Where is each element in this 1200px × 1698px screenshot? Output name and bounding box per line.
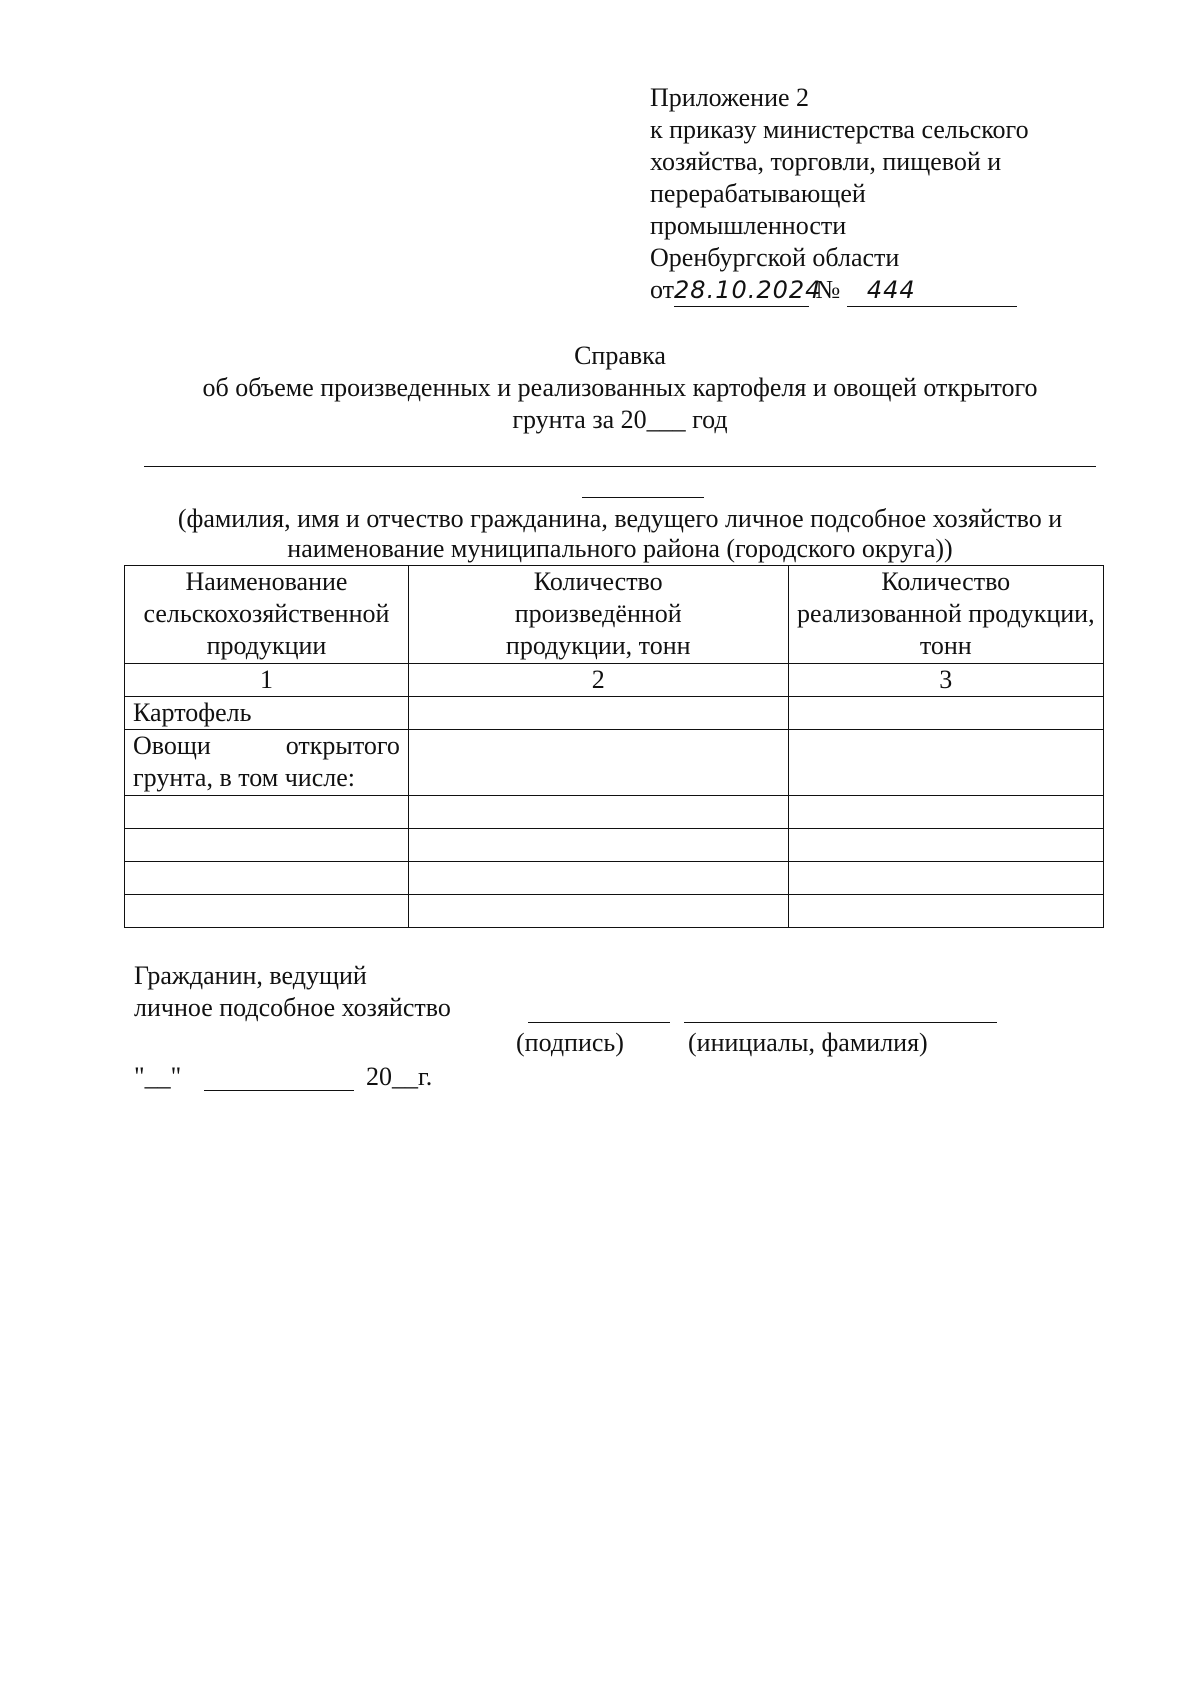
document-subtitle-year: грунта за 20___ год xyxy=(512,405,728,434)
header-product: Наименование сельскохозяйственной продукции xyxy=(125,566,409,664)
produced-cell[interactable] xyxy=(408,829,788,862)
date-year: 20__г. xyxy=(366,1062,433,1091)
document-subtitle: об объеме произведенных и реализованных картофеля и овощей открытого xyxy=(202,373,1038,402)
signature-caption-line: Гражданин, ведущий xyxy=(134,961,367,990)
produced-cell[interactable] xyxy=(408,862,788,895)
date-month-fill-line[interactable] xyxy=(204,1090,354,1091)
district-fill-line[interactable] xyxy=(582,497,704,498)
caption-line: наименование муниципального района (городского округа)) xyxy=(287,534,953,563)
name-initials-fill-line[interactable] xyxy=(684,1022,997,1023)
header-produced: Количество произведённой продукции, тонн xyxy=(408,566,788,664)
sold-cell[interactable] xyxy=(788,697,1103,730)
table-row xyxy=(125,730,1104,796)
signature-caption-line: личное подсобное хозяйство xyxy=(134,993,451,1022)
table-row xyxy=(125,697,1104,730)
date-day: "__" xyxy=(134,1062,182,1091)
row-label[interactable] xyxy=(125,862,409,895)
table-header-row xyxy=(125,566,1104,664)
table-number-row xyxy=(125,664,1104,697)
produced-cell[interactable] xyxy=(408,730,788,796)
sold-cell[interactable] xyxy=(788,829,1103,862)
signature-label: (подпись) xyxy=(516,1028,624,1057)
table-row xyxy=(125,862,1104,895)
annex-block xyxy=(650,82,1170,307)
row-label[interactable] xyxy=(125,895,409,928)
signature-block xyxy=(134,960,451,1024)
row-label: Картофель xyxy=(125,697,409,730)
sold-cell[interactable] xyxy=(788,796,1103,829)
row-label[interactable] xyxy=(125,796,409,829)
caption-line: (фамилия, имя и отчество гражданина, ведущего личное подсобное хозяйство и xyxy=(177,504,1063,533)
annex-line: Оренбургской области xyxy=(650,243,900,272)
produced-cell[interactable] xyxy=(408,796,788,829)
row-label[interactable] xyxy=(125,829,409,862)
annex-line: хозяйства, торговли, пищевой и xyxy=(650,147,1002,176)
number-prefix: № xyxy=(815,275,841,304)
sold-cell[interactable] xyxy=(788,862,1103,895)
produced-cell[interactable] xyxy=(408,895,788,928)
annex-line: к приказу министерства сельского xyxy=(650,115,1029,144)
date-prefix: от xyxy=(650,275,675,304)
column-number: 3 xyxy=(788,664,1103,697)
signature-fill-line[interactable] xyxy=(528,1022,670,1023)
document-title: Справка xyxy=(574,341,666,370)
production-table xyxy=(124,565,1104,928)
table-row xyxy=(125,829,1104,862)
handwritten-date: 28.10.2024 xyxy=(674,274,809,307)
table-row xyxy=(125,796,1104,829)
table-row xyxy=(125,895,1104,928)
annex-line: Приложение 2 xyxy=(650,83,810,112)
initials-label: (инициалы, фамилия) xyxy=(688,1028,928,1057)
handwritten-number: 444 xyxy=(847,274,1017,307)
sold-cell[interactable] xyxy=(788,895,1103,928)
produced-cell[interactable] xyxy=(408,697,788,730)
annex-line: промышленности xyxy=(650,211,847,240)
header-sold: Количество реализованной продукции, тонн xyxy=(788,566,1103,664)
name-fill-line[interactable] xyxy=(144,466,1096,467)
sold-cell[interactable] xyxy=(788,730,1103,796)
column-number: 2 xyxy=(408,664,788,697)
row-label: Овощи открытого грунта, в том числе: xyxy=(125,730,409,796)
annex-line: перерабатывающей xyxy=(650,179,866,208)
column-number: 1 xyxy=(125,664,409,697)
annex-date-line xyxy=(650,274,1170,307)
